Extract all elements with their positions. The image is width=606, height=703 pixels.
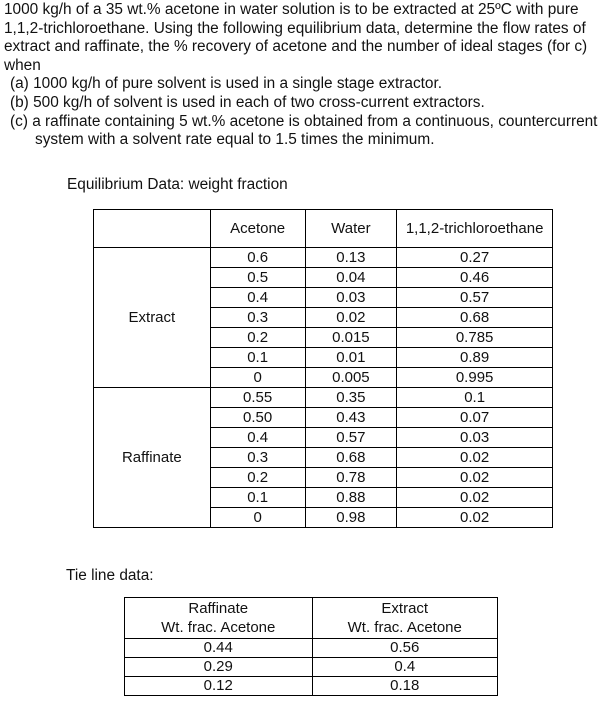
- table-cell: 0.57: [305, 428, 397, 448]
- tieline-row: [125, 658, 498, 677]
- tieline-caption: Tie line data:: [66, 567, 154, 584]
- table-cell: 0.4: [312, 658, 498, 677]
- problem-item-b: (b) 500 kg/h of solvent is used in each of two cross-current extractors.: [10, 93, 485, 111]
- table-cell: 0.18: [312, 677, 498, 696]
- tieline-table: [124, 597, 498, 696]
- table-cell: 0.995: [397, 368, 553, 388]
- extract-row: [94, 248, 553, 268]
- table-cell: 0.89: [397, 348, 553, 368]
- tieline-row: [125, 677, 498, 696]
- table-cell: 0.29: [125, 658, 313, 677]
- header-blank: [94, 210, 211, 248]
- equilibrium-header-row: [94, 210, 553, 248]
- table-cell: 0.03: [397, 428, 553, 448]
- problem-intro: 1000 kg/h of a 35 wt.% acetone in water solution is to be extracted at 25ºC with pure 1,1,2-trichloroethane. Using the following equilibrium data, determine the flow rates of extract and raffinate, the % recovery of acetone and the number of ideal stages (for c) when: [4, 1, 588, 74]
- tieline-header-row: [125, 598, 498, 639]
- table-cell: 0.07: [397, 408, 553, 428]
- tieline-row: [125, 639, 498, 658]
- table-cell: 0.78: [305, 468, 397, 488]
- table-cell: 0.015: [305, 328, 397, 348]
- table-cell: 0.98: [305, 508, 397, 528]
- table-cell: 0.02: [397, 488, 553, 508]
- table-cell: 0.02: [397, 508, 553, 528]
- table-cell: 0.2: [210, 468, 305, 488]
- table-cell: 0.1: [210, 488, 305, 508]
- equilibrium-caption: Equilibrium Data: weight fraction: [67, 176, 288, 193]
- column-header: [125, 598, 313, 639]
- table-cell: 0.46: [397, 268, 553, 288]
- table-cell: 0.785: [397, 328, 553, 348]
- table-cell: 0.02: [397, 448, 553, 468]
- column-header: [312, 598, 498, 639]
- table-cell: 0.43: [305, 408, 397, 428]
- table-cell: 0.4: [210, 288, 305, 308]
- column-header-line: Wt. frac. Acetone: [347, 619, 462, 636]
- table-cell: 0.68: [305, 448, 397, 468]
- table-cell: 0.56: [312, 639, 498, 658]
- table-cell: 0.2: [210, 328, 305, 348]
- table-cell: 0.3: [210, 448, 305, 468]
- table-cell: 0.02: [305, 308, 397, 328]
- table-cell: 0.27: [397, 248, 553, 268]
- table-cell: 0.68: [397, 308, 553, 328]
- table-cell: 0.44: [125, 639, 313, 658]
- table-cell: 0.3: [210, 308, 305, 328]
- table-cell: 0.57: [397, 288, 553, 308]
- table-cell: 0.1: [397, 388, 553, 408]
- problem-item-c: (c) a raffinate containing 5 wt.% acetone is obtained from a continuous, countercurrent system with a solvent rate equal to 1.5 times the minimum.: [10, 112, 598, 149]
- column-header: 1,1,2-trichloroethane: [397, 210, 553, 248]
- column-header-line: Raffinate: [188, 600, 249, 617]
- table-cell: 0.03: [305, 288, 397, 308]
- equilibrium-table: [93, 209, 553, 528]
- table-cell: 0.1: [210, 348, 305, 368]
- table-cell: 0.6: [210, 248, 305, 268]
- table-cell: 0.4: [210, 428, 305, 448]
- table-cell: 0.01: [305, 348, 397, 368]
- problem-statement: [4, 1, 602, 150]
- table-cell: 0: [210, 508, 305, 528]
- column-header-line: Extract: [381, 600, 429, 617]
- table-cell: 0.13: [305, 248, 397, 268]
- table-cell: 0.50: [210, 408, 305, 428]
- table-cell: 0.5: [210, 268, 305, 288]
- column-header-line: Wt. frac. Acetone: [161, 619, 276, 636]
- table-cell: 0.55: [210, 388, 305, 408]
- table-cell: 0: [210, 368, 305, 388]
- table-cell: 0.35: [305, 388, 397, 408]
- table-cell: 0.12: [125, 677, 313, 696]
- column-header: Water: [305, 210, 397, 248]
- table-cell: 0.005: [305, 368, 397, 388]
- table-cell: 0.88: [305, 488, 397, 508]
- raffinate-label: Raffinate: [94, 388, 211, 528]
- problem-item-a: (a) 1000 kg/h of pure solvent is used in a single stage extractor.: [10, 75, 443, 93]
- extract-label: Extract: [94, 248, 211, 388]
- table-cell: 0.04: [305, 268, 397, 288]
- table-cell: 0.02: [397, 468, 553, 488]
- raffinate-row: [94, 388, 553, 408]
- column-header: Acetone: [210, 210, 305, 248]
